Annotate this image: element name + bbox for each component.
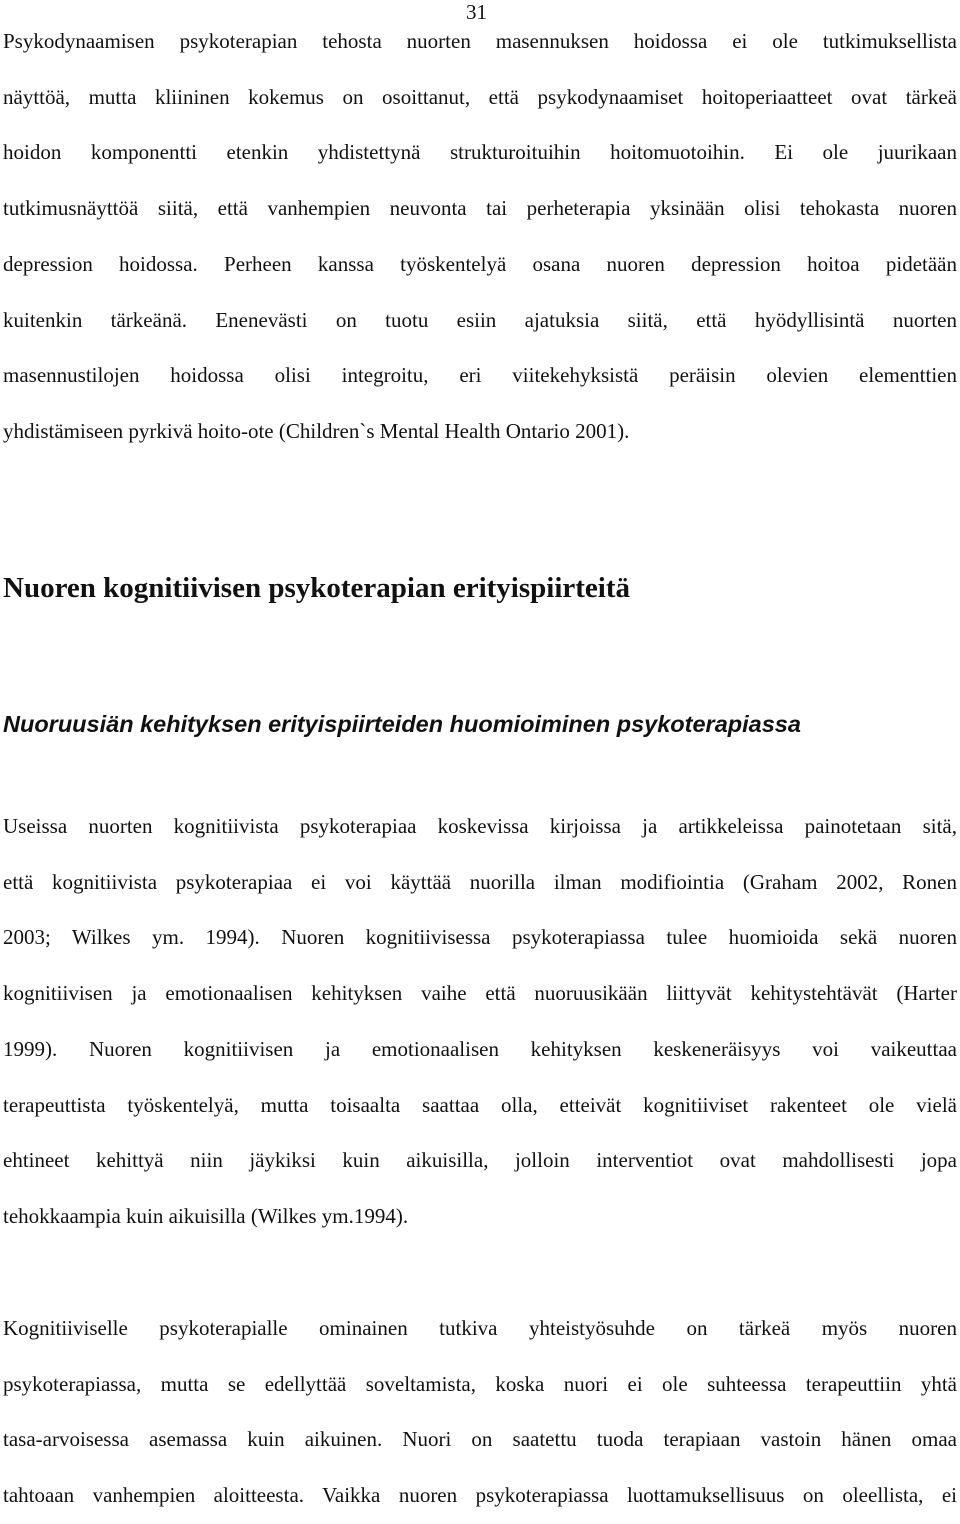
text-line: Kognitiiviselle psykoterapialle ominainen tutkiva yhteistyösuhde on tärkeä myös nuoren <box>3 1316 957 1340</box>
text-line: Useissa nuorten kognitiivista psykoterapiaa koskevissa kirjoissa ja artikkeleissa painotetaan sitä, <box>3 814 957 838</box>
text-line: masennustilojen hoidossa olisi integroitu, eri viitekehyksistä peräisin olevien elementtien <box>3 363 957 388</box>
text-line: näyttöä, mutta kliininen kokemus on osoittanut, että psykodynaamiset hoitoperiaatteet ovat tärkeä <box>3 84 957 109</box>
body-paragraph-1 <box>3 14 957 460</box>
text-line: hoidon komponentti etenkin yhdistettynä strukturoituihin hoitomuotoihin. Ei ole juurikaan <box>3 140 957 165</box>
text-line: ehtineet kehittyä niin jäykiksi kuin aikuisilla, jolloin interventiot ovat mahdollisesti jopa <box>3 1148 957 1173</box>
body-paragraph-3 <box>3 1301 957 1524</box>
body-paragraph-2 <box>3 799 957 1245</box>
text-line: Psykodynaamisen psykoterapian tehosta nuorten masennuksen hoidossa ei ole tutkimuksellista <box>3 29 957 53</box>
text-line: depression hoidossa. Perheen kanssa työskentelyä osana nuoren depression hoitoa pidetään <box>3 251 957 276</box>
text-line: tahtoaan vanhempien aloitteesta. Vaikka nuoren psykoterapiassa luottamuksellisuus on oleellista, ei <box>3 1483 957 1508</box>
text-line: kuitenkin tärkeänä. Enenevästi on tuotu esiin ajatuksia siitä, että hyödyllisintä nuorten <box>3 307 957 332</box>
text-line: yhdistämiseen pyrkivä hoito-ote (Children`s Mental Health Ontario 2001). <box>3 418 630 443</box>
text-line: että kognitiivista psykoterapiaa ei voi käyttää nuorilla ilman modifiointia (Graham 2002, Ronen <box>3 869 957 894</box>
text-line: tasa-arvoisessa asemassa kuin aikuinen. Nuori on saatettu tuoda terapiaan vastoin hänen omaa <box>3 1427 957 1452</box>
text-line: terapeuttista työskentelyä, mutta toisaalta saattaa olla, etteivät kognitiiviset rakenteet ole vielä <box>3 1092 957 1117</box>
text-line: 2003; Wilkes ym. 1994). Nuoren kognitiivisessa psykoterapiassa tulee huomioida sekä nuoren <box>3 925 957 950</box>
section-heading: Nuoren kognitiivisen psykoterapian erityispiirteitä <box>3 572 631 604</box>
text-line: kognitiivisen ja emotionaalisen kehityksen vaihe että nuoruusikään liittyvät kehitystehtävät (Harter <box>3 981 957 1006</box>
text-line: 1999). Nuoren kognitiivisen ja emotionaalisen kehityksen keskeneräisyys voi vaikeuttaa <box>3 1036 957 1061</box>
subsection-heading: Nuoruusiän kehityksen erityispiirteiden huomioiminen psykoterapiassa <box>3 711 801 737</box>
text-line: tehokkaampia kuin aikuisilla (Wilkes ym.1994). <box>3 1203 409 1228</box>
page-number: 31 <box>466 0 487 24</box>
text-line: tutkimusnäyttöä siitä, että vanhempien neuvonta tai perheterapia yksinään olisi tehokasta nuoren <box>3 196 957 221</box>
text-line: psykoterapiassa, mutta se edellyttää soveltamista, koska nuori ei ole suhteessa terapeuttiin yhtä <box>3 1371 957 1396</box>
